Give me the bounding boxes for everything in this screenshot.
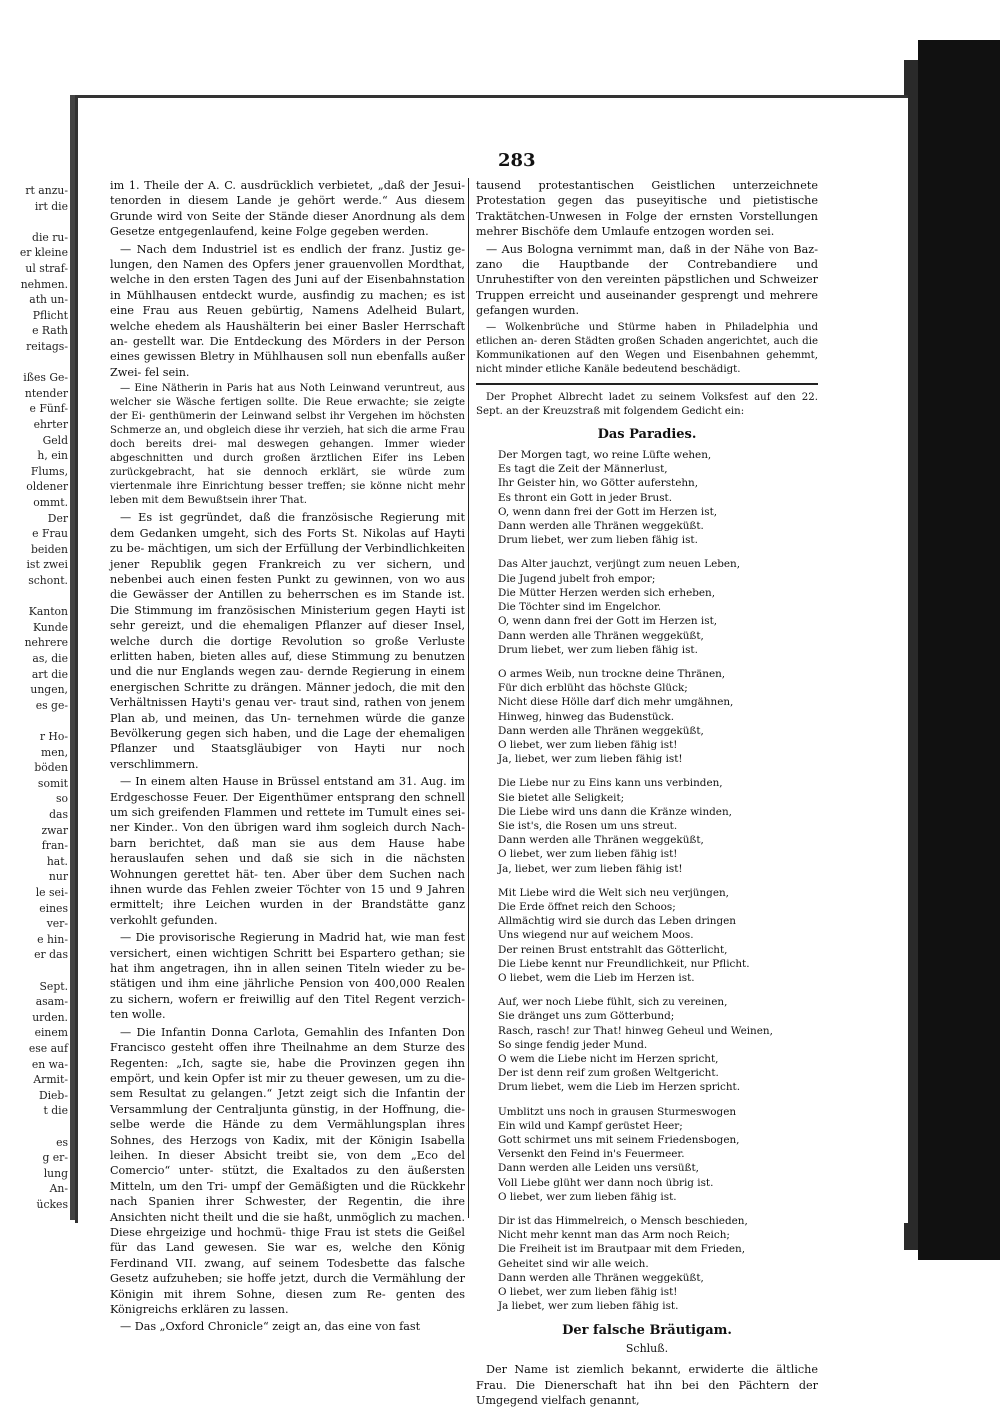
left-margin-fragment: zwar: [41, 823, 68, 837]
left-margin-fragment: e Fünf-: [29, 402, 68, 416]
poem-line: O, wenn dann frei der Gott im Herzen ist,: [498, 505, 718, 518]
page-number: 283: [498, 150, 536, 171]
poem-stanza: [498, 776, 818, 875]
left-margin-fragment: er kleine: [19, 246, 68, 260]
poem-line: Dann werden alle Thränen weggeküßt,: [498, 1271, 704, 1284]
left-margin-fragment: Dieb-: [38, 1088, 68, 1102]
left-margin-fragment: le sei-: [35, 886, 68, 899]
news-paragraph: im 1. Theile der A. C. ausdrücklich verbietet, „daß der Jesui- tenorden in diesem Lande je gehört werde.“ Aus diesem Grunde wird von Seite der Stände dieser Anordnung als dem Gesetze entgegenlaufend, keine Folge gegeben werden.: [110, 179, 465, 239]
left-margin-fragment: ul straf-: [25, 262, 68, 275]
poem-line: Die Erde öffnet reich den Schoos;: [498, 900, 676, 913]
poem-line: Die Mütter Herzen werden sich erheben,: [498, 586, 716, 599]
poem-line: Die Liebe wird uns dann die Kränze winden,: [498, 805, 732, 818]
book-edge-shadow: [918, 40, 1000, 1260]
news-paragraph: — Eine Nätherin in Paris hat aus Noth Leinwand veruntreut, aus welcher sie Wäsche fertigen sollte. Die Reue erwachte; sie zeigte der Ei- genthümerin der Leinwand selbst ihr Vergehen im höchsten Schmerze an, und obgleich diese ihr verzieh, hat sich die arme Frau doch bereits drei- mal deswegen gehangen. Immer wieder abgeschnitten und durch großen ärztlichen Eifer ins Leben zurückgebracht, hat sie dennoch erklärt, sie würde zum viertenmale ihre Einrichtung besser treffen; sie könne nicht mehr leben mit dem Bewußtsein ihrer That.: [110, 383, 465, 507]
poem-line: Ja, liebet, wer zum lieben fähig ist!: [498, 753, 683, 766]
poem-line: Dann werden alle Thränen weggeküßt,: [498, 629, 704, 642]
poem-line: Uns wiegend nur auf weichem Moos.: [498, 929, 694, 942]
poem-stanza: [498, 1214, 818, 1313]
poem-line: Ja, liebet, wer zum lieben fähig ist!: [498, 862, 683, 875]
left-margin-fragment: r Ho-: [39, 730, 68, 743]
poem-line: Nicht mehr kennt man das Arm noch Reich;: [498, 1229, 730, 1242]
poem-line: O liebet, wer zum lieben fähig ist!: [498, 738, 678, 751]
poem-stanza: [498, 557, 818, 656]
right-column: [476, 178, 818, 1410]
poem-line: Der ist denn reif zum großen Weltgericht.: [498, 1067, 719, 1080]
left-margin-fragment: einem: [34, 1026, 68, 1040]
left-margin-fragment: die ru-: [32, 230, 68, 244]
poem-line: O liebet, wer zum lieben fähig ist.: [498, 1190, 677, 1203]
left-margin-fragment: das: [49, 808, 68, 821]
poem-line: Ja liebet, wer zum lieben fähig ist.: [498, 1300, 679, 1313]
poem-line: Sie dränget uns zum Götterbund;: [498, 1010, 675, 1023]
left-margin-fragment: ommt.: [33, 496, 68, 509]
poem-stanza: [498, 1105, 818, 1204]
poem-line: Drum liebet, wem die Lieb im Herzen spricht.: [498, 1081, 741, 1094]
announcement: Der Prophet Albrecht ladet zu seinem Volksfest auf den 22. Sept. an der Kreuzstraß mit folgendem Gedicht ein:: [476, 391, 818, 417]
news-paragraph: — Aus Bologna vernimmt man, daß in der Nähe von Baz- zano die Hauptbande der Contrebandiere und Unruhestifter von den vereinten päpstlichen und Schweizer Truppen erreicht und auseinander gesprengt und mehrere gefangen wurden.: [476, 242, 818, 318]
left-margin-fragment: er das: [34, 948, 68, 962]
left-margin-fragment: lung: [43, 1166, 68, 1180]
left-margin-fragment: Kanton: [28, 605, 68, 619]
poem-line: Allmächtig wird sie durch das Leben dringen: [498, 915, 736, 928]
poem-line: Rasch, rasch! zur That! hinweg Geheul und Weinen,: [498, 1024, 773, 1037]
poem-line: Die Liebe nur zu Eins kann uns verbinden,: [498, 777, 723, 790]
newspaper-page: [75, 95, 908, 1408]
poem-line: Voll Liebe glüht wer dann noch übrig ist.: [498, 1176, 714, 1189]
story-subtitle: Schluß.: [625, 1341, 669, 1355]
left-margin-fragment: ißes Ge-: [23, 371, 68, 385]
poem-line: O, wenn dann frei der Gott im Herzen ist,: [498, 615, 718, 628]
left-margin-fragment: eines: [39, 901, 68, 915]
left-margin-fragment: Der: [47, 511, 68, 525]
left-margin-fragment: ese auf: [28, 1042, 68, 1055]
left-margin-fragment: art die: [31, 667, 68, 681]
poem-line: Umblitzt uns noch in grausen Sturmeswogen: [498, 1105, 737, 1118]
poem-line: Es thront ein Gott in jeder Brust.: [498, 491, 673, 504]
news-paragraph: — Die provisorische Regierung in Madrid hat, wie man fest versichert, einen wichtigen Schritt bei Espartero gethan; sie hat ihm angetragen, ihn in allen seinen Titeln wieder zu be- stätigen und ihm eine jährliche Pension von 400,000 Realen zu sichern, wofern er freiwillig auf den Titel Regent verzich- ten wolle.: [110, 931, 465, 1022]
news-paragraph: — In einem alten Hause in Brüssel entstand am 31. Aug. im Erdgeschosse Feuer. Der Eigenthümer entsprang den schnell um sich greifenden Flammen und rettete im Tumult eines sei- ner Kinder.. Von den übrigen ward ihm sogleich durch Nach- barn berichtet, daß man sie aus dem Hause habe herauslaufen sehen und daß sie sich in die nächsten Wohnungen gerettet hät- ten. Aber über dem Suchen nach ihnen wurde das Fehlen zweier Töchter von 15 und 9 Jahren ermittelt; ihre Leichen wurden in der Brandstätte ganz verkohlt gefunden.: [110, 775, 465, 927]
news-paragraph: — Es ist gegründet, daß die französische Regierung mit dem Gedanken umgeht, sich des Forts St. Nikolas auf Hayti zu be- mächtigen, um sich der Erfüllung der Verbindlichkeiten jener Republik gegen Frankreich zu ver sichern, und nebenbei auch einen festen Punkt zu gewinnen, von wo aus die Gewässer der Antillen zu beherrschen es im Stande ist. Die Stimmung im französischen Ministerium gegen Hayti ist sehr gereizt, und die ehemaligen Pflanzer auf dieser Insel, welche durch die dortige Revolution so große Verluste erlitten haben, bieten alles auf, diese Stimmung zu benutzen und die nur Englands wegen zau- dernde Regierung in einem energischen Schritte zu drängen. Männer jedoch, die mit den Verhältnissen Hayti's genau ver- traut sind, rathen von jenem Plan ab, und meinen, das Un- ternehmen würde die ganze Bevölkerung gegen sich haben, und die Lage der ehemaligen Pflanzer und Staatsgläubiger von Hayti nur noch verschlimmern.: [110, 511, 465, 771]
poem-line: O armes Weib, nun trockne deine Thränen,: [498, 667, 726, 680]
left-margin-fragment: An-: [49, 1182, 68, 1196]
left-page-fragment: [0, 95, 75, 1220]
left-margin-fragment: es ge-: [35, 698, 68, 712]
column-divider: [468, 178, 469, 1218]
left-margin-fragment: ückes: [36, 1198, 68, 1211]
left-margin-fragment: en wa-: [31, 1057, 68, 1071]
poem-line: Ihr Geister hin, wo Götter auferstehn,: [498, 477, 699, 490]
news-paragraph: — Nach dem Industriel ist es endlich der franz. Justiz ge- lungen, den Namen des Opfers jener grauenvollen Mordthat, welche in den ersten Tagen des Juni auf der Eisenbahnstation in Mühlhausen entdeckt wurde, ausfindig zu machen; es ist eine Frau aus Reuen gebürtig, Namens Adelheid Bulart, welche ehedem als Haushälterin bei einer Basler Herrschaft an- gestellt war. Die Entdeckung des Mörders in der Person eines gewissen Bletry in Mühlhausen soll nun ebenfalls außer Zwei- fel sein.: [110, 242, 465, 379]
left-margin-fragment: as, die: [32, 652, 68, 665]
left-margin-fragment: urden.: [32, 1010, 68, 1024]
left-margin-fragment: g er-: [42, 1151, 68, 1165]
poem-line: Ein wild und Kampf gerüstet Heer;: [498, 1119, 683, 1132]
poem-stanza: [498, 886, 818, 985]
poem-line: Drum liebet, wer zum lieben fähig ist.: [498, 534, 698, 547]
poem-line: O liebet, wer zum lieben fähig ist!: [498, 848, 678, 861]
left-margin-fragment: Kunde: [32, 620, 68, 634]
poem-line: Versenkt den Feind in's Feuermeer.: [498, 1148, 685, 1161]
left-margin-fragment: ver-: [46, 917, 68, 931]
left-margin-fragment: fran-: [41, 839, 68, 853]
left-margin-fragment: nur: [48, 870, 68, 884]
poem-line: Mit Liebe wird die Welt sich neu verjüngen,: [498, 886, 729, 899]
left-margin-fragment: somit: [37, 776, 68, 790]
left-margin-fragment: ath un-: [29, 293, 68, 307]
left-margin-fragment: Armit-: [33, 1073, 68, 1087]
poem-line: Dir ist das Himmelreich, o Mensch beschieden,: [498, 1215, 748, 1228]
poem-line: Die Liebe kennt nur Freundlichkeit, nur Pflicht.: [498, 957, 750, 970]
left-margin-fragment: hat.: [46, 854, 68, 868]
news-paragraph: — Die Infantin Donna Carlota, Gemahlin des Infanten Don Francisco gesteht offen ihre Theilnahme an dem Sturze des Regenten: „Ich, sagte sie, habe die Provinzen gegen ihn empört, und kein Opfer ist mir zu theuer gewesen, um zu die- sem Resultat zu gelangen.“ Jetzt zeigt sich die Infantin der Versammlung der Centraljunta günstig, in der Hoffnung, die- selbe werde die Hände zu dem Vermählungsplan ihres Sohnes, des Herzogs von Kadix, mit der Königin Isabella leihen. In dieser Absicht treibt sie, von dem „Eco del Comercio“ unter- stützt, die Exaltados zu den äußersten Mitteln, um den Tri- umpf der Gemäßigten und die Rückkehr nach Spanien ihrer Schwester, der Regentin, die ihre Ansichten nicht theilt und die sie haßt, unmöglich zu machen. Diese ehrgeizige und hochmü- thige Frau ist stets die Geißel für das Land gewesen. Sie war es, welche den König Ferdinand VII. zwang, auf seinem Todesbette das falsche Gesetz aufzuheben; sie hoffe jetzt, durch die Vermählung der Königin mit ihrem Sohne, diesen zum Re- genten des Königreichs erklären zu lassen.: [110, 1025, 465, 1316]
left-column: [110, 178, 465, 1337]
poem-line: Die Jugend jubelt froh empor;: [498, 572, 656, 585]
left-margin-fragment: oldener: [26, 480, 68, 494]
section-rule: [476, 383, 818, 385]
poem-line: Dann werden alle Leiden uns versüßt,: [498, 1162, 699, 1175]
poem-line: Geheitet sind wir alle weich.: [498, 1257, 649, 1270]
poem-line: O wem die Liebe nicht im Herzen spricht,: [498, 1052, 719, 1065]
left-margin-fragment: nehmen.: [20, 277, 68, 291]
poem-line: So singe fendig jeder Mund.: [498, 1038, 648, 1051]
poem-line: Der Morgen tagt, wo reine Lüfte wehen,: [498, 449, 712, 462]
left-margin-fragment: reitags-: [26, 340, 68, 353]
left-margin-fragment: asam-: [35, 995, 68, 1009]
poem-line: O liebet, wer zum lieben fähig ist!: [498, 1286, 678, 1299]
poem-stanza: [498, 667, 818, 766]
poem-line: Es tagt die Zeit der Männerlust,: [498, 463, 668, 476]
left-margin-fragment: nehrere: [24, 636, 68, 650]
poem-line: Drum liebet, wer zum lieben fähig ist.: [498, 643, 698, 656]
left-margin-fragment: Sept.: [39, 979, 68, 993]
poem-stanza: [498, 995, 818, 1094]
left-margin-fragment: Geld: [42, 433, 68, 447]
left-margin-fragment: Pflicht: [32, 308, 68, 322]
poem-line: Dann werden alle Thränen weggeküßt,: [498, 724, 704, 737]
left-margin-fragment: irt die: [34, 199, 68, 213]
left-margin-fragment: ehrter: [33, 418, 68, 431]
left-margin-fragment: ntender: [24, 386, 68, 400]
left-margin-fragment: e Rath: [32, 324, 68, 338]
left-margin-fragment: böden: [34, 761, 68, 775]
poem-line: Gott schirmet uns mit seinem Friedensbogen,: [498, 1134, 740, 1146]
left-margin-fragment: so: [55, 792, 68, 806]
left-margin-fragment: beiden: [30, 542, 68, 556]
poem-line: Nicht diese Hölle darf dich mehr umgähnen,: [498, 696, 734, 709]
news-paragraph: — Wolkenbrüche und Stürme haben in Philadelphia und etlichen an- deren Städten großen Schaden angerichtet, auch die Kommunikationen auf den Wegen und Eisenbahnen gehemmt, nicht minder etliche Kanäle bedeutend beschädigt.: [476, 321, 818, 375]
right-column-news: [476, 178, 818, 377]
left-margin-fragment: men,: [40, 745, 68, 759]
poem-stanza: [498, 448, 818, 547]
left-margin-fragment: Flums,: [30, 464, 68, 478]
news-paragraph: — Das „Oxford Chronicle“ zeigt an, das eine von fast: [120, 1320, 421, 1334]
poem-title: Das Paradies.: [597, 426, 697, 442]
left-margin-fragment: ungen,: [30, 683, 68, 697]
left-margin-fragment: h, ein: [37, 449, 68, 463]
poem-line: Die Töchter sind im Engelchor.: [498, 601, 662, 614]
left-margin-fragment: es: [56, 1135, 68, 1149]
poem-line: Die Freiheit ist im Brautpaar mit dem Frieden,: [498, 1243, 746, 1256]
poem-line: Für dich erblüht das höchste Glück;: [498, 682, 688, 695]
poem-line: Sie ist's, die Rosen um uns streut.: [498, 819, 678, 832]
left-margin-fragment: t die: [43, 1104, 68, 1118]
poem: [476, 448, 818, 1313]
poem-line: Der reinen Brust entstrahlt das Götterlicht,: [498, 943, 728, 956]
poem-line: Das Alter jauchzt, verjüngt zum neuen Leben,: [498, 558, 741, 571]
poem-line: Auf, wer noch Liebe fühlt, sich zu vereinen,: [498, 996, 728, 1009]
left-margin-fragment: ist zwei: [26, 558, 68, 572]
story-title: Der falsche Bräutigam.: [562, 1323, 732, 1339]
left-margin-fragment: e Frau: [32, 527, 68, 541]
poem-line: O liebet, wem die Lieb im Herzen ist.: [498, 971, 695, 984]
left-margin-fragment: rt anzu-: [25, 184, 68, 197]
poem-line: Dann werden alle Thränen weggeküßt,: [498, 834, 704, 847]
news-paragraph: tausend protestantischen Geistlichen unterzeichnete Protestation gegen das puseyitische und pietistische Traktätchen-Unwesen in Folge der ernsten Vorstellungen mehrer Bischöfe dem Umlaufe entzogen worden sei.: [476, 179, 818, 239]
poem-line: Sie bietet alle Seligkeit;: [498, 791, 625, 804]
poem-line: Dann werden alle Thränen weggeküßt.: [498, 520, 704, 533]
left-margin-fragment: e hin-: [37, 932, 68, 946]
poem-line: Hinweg, hinweg das Budenstück.: [498, 710, 675, 723]
story-text: Der Name ist ziemlich bekannt, erwiderte die ältliche Frau. Die Dienerschaft hat ihn bei den Pächtern der Umgegend vielfach genannt,: [476, 1363, 818, 1408]
left-margin-fragment: schont.: [28, 574, 68, 587]
